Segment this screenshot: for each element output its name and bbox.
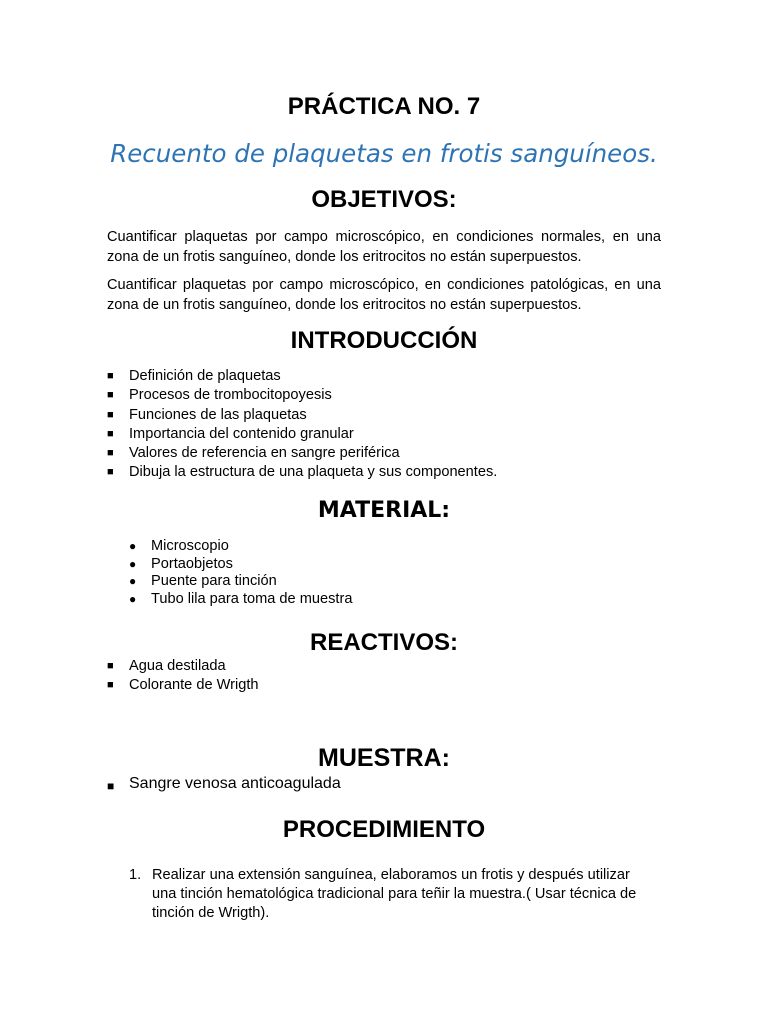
square-bullet-icon: ■ xyxy=(107,408,114,421)
list-item: ■ Valores de referencia en sangre periférica xyxy=(107,444,667,463)
square-bullet-icon: ■ xyxy=(107,779,115,793)
square-bullet-icon: ■ xyxy=(107,466,114,479)
square-bullet-icon: ■ xyxy=(107,427,114,440)
list-item: ● Microscopio xyxy=(129,538,229,554)
square-bullet-icon: ■ xyxy=(107,370,114,382)
list-item xyxy=(129,866,659,922)
muestra-list xyxy=(107,774,667,794)
page-subtitle: Recuento de plaquetas en frotis sanguíneos. xyxy=(110,139,658,168)
list-item: ■ Funciones de las plaquetas xyxy=(107,406,667,425)
list-item: ■ Sangre venosa anticoagulada xyxy=(107,774,667,794)
procedimiento-list xyxy=(129,866,659,922)
page-title: PRÁCTICA NO. 7 xyxy=(287,93,481,120)
reactivos-heading: REACTIVOS: xyxy=(309,629,458,656)
objetivo-paragraph-2 xyxy=(107,276,661,315)
material-list xyxy=(129,538,629,609)
list-item: ● Portaobjetos xyxy=(129,555,233,572)
muestra-heading: MUESTRA: xyxy=(318,744,450,772)
square-bullet-icon: ■ xyxy=(107,447,114,460)
list-item: ■ Definición de plaquetas xyxy=(107,367,667,386)
introduccion-list xyxy=(107,367,667,483)
material-heading: MATERIAL: xyxy=(317,498,451,523)
objetivo-paragraph-1 xyxy=(107,228,661,267)
reactivos-list xyxy=(107,657,667,694)
introduccion-heading: INTRODUCCIÓN xyxy=(290,327,478,354)
list-item: ■ Colorante de Wrigth xyxy=(107,676,259,693)
round-bullet-icon: ● xyxy=(129,574,137,589)
objetivo-text-2: Cuantificar plaquetas por campo microscópico, en condiciones patológicas, en una zona de un frotis sanguíneo, donde los eritrocitos no están superpuestos. xyxy=(107,277,661,313)
round-bullet-icon: ● xyxy=(129,539,137,553)
objetivo-text-1: Cuantificar plaquetas por campo microscópico, en condiciones normales, en una zona de un frotis sanguíneo, donde los eritrocitos no están superpuestos. xyxy=(107,229,661,265)
step-number: 1. xyxy=(129,867,142,883)
list-item: ■ Dibuja la estructura de una plaqueta y sus componentes. xyxy=(107,463,667,482)
round-bullet-icon: ● xyxy=(129,556,137,571)
procedimiento-heading: PROCEDIMIENTO xyxy=(282,816,486,843)
list-item: ● Puente para tinción xyxy=(129,573,277,590)
list-item: ● Tubo lila para toma de muestra xyxy=(129,591,353,608)
objetivos-heading: OBJETIVOS: xyxy=(311,186,457,213)
list-item: ■ Importancia del contenido granular xyxy=(107,425,667,444)
step-text: Realizar una extensión sanguínea, elaboramos un frotis y después utilizar una tinción hematológica tradicional para teñir la muestra.( Usar técnica de tinción de Wrigth). xyxy=(152,867,637,921)
square-bullet-icon: ■ xyxy=(107,678,114,691)
round-bullet-icon: ● xyxy=(129,592,137,607)
square-bullet-icon: ■ xyxy=(107,660,114,672)
list-item: ■ Procesos de trombocitopoyesis xyxy=(107,386,667,405)
list-item: ■ Agua destilada xyxy=(107,658,226,674)
square-bullet-icon: ■ xyxy=(107,389,114,402)
